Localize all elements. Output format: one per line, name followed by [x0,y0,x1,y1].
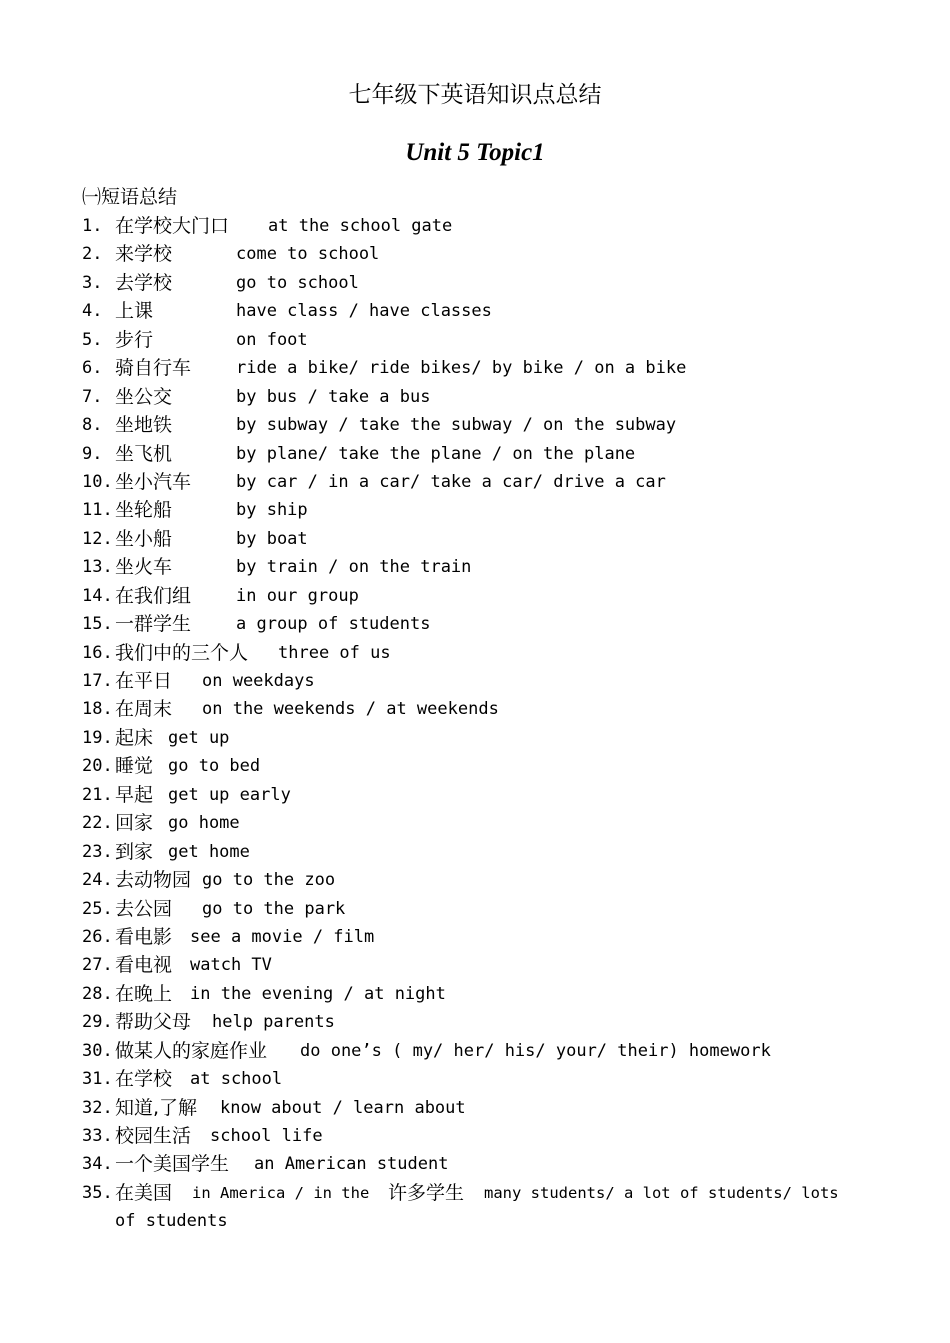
phrase-number: 35. [82,1182,113,1203]
phrase-number: 21. [82,784,113,805]
phrase-english: watch TV [190,955,272,976]
phrase-chinese: 坐地铁 [115,414,173,437]
phrase-row [82,980,882,1008]
phrase-chinese: 坐飞机 [115,442,173,465]
phrase-chinese: 去公园 [115,897,173,920]
phrase-chinese: 上课 [115,300,154,323]
phrase-chinese: 在我们组 [115,584,192,607]
phrase-chinese: 在学校 [115,1068,173,1091]
phrase-row [82,1094,882,1122]
phrase-chinese-secondary: 许多学生 [388,1181,465,1204]
phrase-english: ride a bike/ ride bikes/ by bike / on a bike [236,358,687,379]
phrase-row [82,1008,882,1036]
phrase-row [82,525,882,553]
phrase-number: 34. [82,1154,113,1175]
phrase-number: 29. [82,1012,113,1033]
phrase-chinese: 坐小船 [115,527,173,550]
phrase-number: 31. [82,1069,113,1090]
phrase-chinese: 帮助父母 [115,1011,192,1034]
phrase-row [82,951,882,979]
phrase-chinese: 一个美国学生 [115,1153,230,1176]
phrase-english: get up [168,727,230,748]
phrase-row [82,440,882,468]
phrase-row [82,582,882,610]
phrase-chinese: 一群学生 [115,613,192,636]
phrase-row [82,411,882,439]
phrase-english: on weekdays [202,671,315,691]
phrase-row [82,383,882,411]
phrase-english: see a movie / film [190,926,375,947]
phrase-chinese: 睡觉 [115,755,154,778]
phrase-number: 2. [82,244,103,265]
phrase-english: go home [168,813,240,834]
phrase-number: 20. [82,756,113,777]
phrase-row [82,496,882,524]
phrase-english: by ship [236,500,308,521]
phrase-row [82,354,882,382]
phrase-row [82,838,882,866]
phrase-chinese: 去动物园 [115,869,192,892]
phrase-chinese: 起床 [115,726,154,749]
phrase-row [82,326,882,354]
unit-subtitle: Unit 5 Topic1 [405,139,545,166]
phrase-number: 6. [82,358,103,379]
phrase-english: get up early [168,784,291,805]
phrase-chinese: 回家 [115,812,154,835]
phrase-number: 30. [82,1040,113,1061]
phrase-english: at the school gate [268,216,453,236]
phrase-number: 33. [82,1126,113,1146]
phrase-english: on the weekends / at weekends [202,699,499,720]
phrase-english: in America / in the [192,1183,370,1202]
phrase-number: 9. [82,443,103,464]
phrase-row [82,553,882,581]
phrase-number: 10. [82,471,113,492]
phrase-number: 15. [82,614,113,635]
phrase-row [82,695,882,723]
phrase-chinese: 步行 [115,328,154,351]
phrase-english: do one’s ( my/ her/ his/ your/ their) homework [300,1040,771,1061]
phrase-row [82,923,882,951]
phrase-row [82,809,882,837]
phrase-chinese: 来学校 [115,243,173,266]
phrase-english: go to bed [168,756,261,777]
phrase-number: 14. [82,585,113,606]
phrase-row [82,468,882,496]
phrase-number: 28. [82,983,113,1004]
phrase-chinese: 坐小汽车 [115,470,192,493]
phrase-number: 24. [82,870,113,891]
phrase-english: go to school [236,272,359,293]
phrase-english: by bus / take a bus [236,386,431,407]
phrase-number: 27. [82,955,113,976]
phrase-english: by subway / take the subway / on the subway [236,415,677,436]
phrase-chinese: 在平日 [115,670,173,692]
phrase-row [82,724,882,752]
phrase-number: 4. [82,301,103,322]
phrase-english: on foot [236,329,308,350]
phrase-number: 23. [82,841,113,862]
phrase-english: an American student [254,1154,449,1175]
phrase-english-secondary: many students/ a lot of students/ lots [484,1183,839,1202]
phrase-english: by boat [236,528,308,549]
phrase-chinese: 到家 [115,840,154,863]
phrase-chinese: 坐火车 [115,556,173,579]
phrase-number: 5. [82,329,103,350]
phrase-number: 25. [82,898,113,919]
phrase-english: in the evening / at night [190,983,446,1004]
phrase-english: by plane/ take the plane / on the plane [236,443,636,464]
phrase-number: 8. [82,415,103,436]
phrase-number: 18. [82,699,113,720]
phrase-number: 22. [82,813,113,834]
phrase-chinese: 在学校大门口 [115,215,230,237]
phrase-list [82,212,882,1236]
phrase-english: go to the zoo [202,870,336,891]
phrase-chinese: 坐轮船 [115,499,173,522]
phrase-row [82,895,882,923]
phrase-chinese: 知道,了解 [115,1096,198,1119]
phrase-chinese: 在美国 [115,1181,173,1204]
phrase-row [82,1065,882,1093]
phrase-row [82,610,882,638]
phrase-number: 13. [82,557,113,578]
phrase-number: 32. [82,1097,113,1118]
phrase-english: go to the park [202,898,346,919]
phrase-row [82,781,882,809]
phrase-chinese: 校园生活 [115,1125,192,1147]
phrase-english: by train / on the train [236,557,472,578]
phrase-row [82,297,882,325]
phrase-row [82,1122,882,1150]
phrase-english: have class / have classes [236,301,492,322]
phrase-english: three of us [278,642,391,663]
phrase-english: get home [168,841,250,862]
phrase-english: in our group [236,585,359,606]
phrase-chinese: 坐公交 [115,385,173,408]
phrase-row [82,1179,882,1207]
section-heading: ㈠短语总结 [82,186,178,208]
phrase-english: at school [190,1069,283,1090]
phrase-row [82,667,882,695]
document-title: 七年级下英语知识点总结 [348,82,602,108]
phrase-number: 17. [82,671,113,691]
phrase-number: 19. [82,727,113,748]
phrase-row [82,1037,882,1065]
phrase-number: 3. [82,272,103,293]
phrase-english: by car / in a car/ take a car/ drive a car [236,471,666,492]
phrase-row-continuation [82,1207,882,1235]
phrase-number: 12. [82,528,113,549]
phrase-chinese: 在晚上 [115,982,173,1005]
phrase-english: know about / learn about [220,1097,466,1118]
phrase-row [82,269,882,297]
phrase-number: 1. [82,216,103,236]
phrase-row [82,212,882,240]
phrase-chinese: 做某人的家庭作业 [115,1039,268,1062]
phrase-row [82,240,882,268]
phrase-chinese: 我们中的三个人 [115,641,249,664]
phrase-number: 7. [82,386,103,407]
phrase-english: a group of students [236,614,431,635]
phrase-chinese: 去学校 [115,271,173,294]
phrase-number: 26. [82,926,113,947]
phrase-chinese: 骑自行车 [115,357,192,380]
phrase-number: 16. [82,642,113,663]
phrase-row [82,639,882,667]
phrase-english: come to school [236,244,380,265]
phrase-chinese: 看电影 [115,925,173,948]
phrase-english: school life [210,1126,323,1146]
phrase-number: 11. [82,500,113,521]
phrase-row [82,1150,882,1178]
phrase-row [82,866,882,894]
phrase-chinese: 在周末 [115,698,173,721]
phrase-chinese: 看电视 [115,954,173,977]
phrase-row [82,752,882,780]
phrase-english: help parents [212,1012,335,1033]
phrase-english-continuation: of students [115,1211,228,1232]
phrase-chinese: 早起 [115,783,154,806]
